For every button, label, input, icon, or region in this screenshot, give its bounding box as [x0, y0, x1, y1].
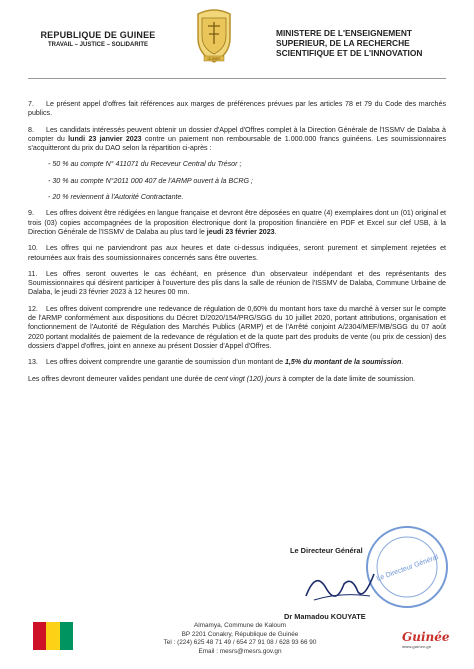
paragraph-text: Le présent appel d'offres fait références aux marges de préférences prévues par les articles 78 et 79 du Code des marchés publics. — [28, 100, 446, 118]
paragraph-number: 10. — [28, 244, 38, 253]
republic-title: REPUBLIQUE DE GUINEE — [40, 30, 156, 40]
paragraph-text: Les offres doivent comprendre une redevance de régulation de 0,60% du montant hors taxe du marché à verser sur le compte de l'ARMP conformément aux dispositions du Décret D/2020/154/PRG/SGG du 10 juillet 2020, portant attributions, organisation et fonctionnement de l'Autorité de Régulation des Marchés Publics (ARMP) et de l'Arrêté conjoint A/2304/MEF/MB/SGG du 07 août 2020 portant modalités de paiement de la redevance de régulation et de la quote part des produits de vente (ou prix de cession) des dossiers d'appel d'offres, joint en annexe au présent Dossier d'Appel d'Offres. — [28, 304, 446, 350]
guinee-logo — [402, 630, 450, 649]
coat-of-arms-icon — [190, 4, 238, 68]
paragraph-number: 9. — [28, 209, 34, 218]
footer-line: Tel : (224) 625 48 71 49 / 654 27 91 08 / 628 93 66 90 — [163, 639, 317, 647]
logo-subtext: www.guinee.gn — [402, 644, 432, 649]
paragraph-11 — [28, 270, 446, 298]
handwritten-signature-icon — [300, 566, 380, 606]
signatory-title: Le Directeur Général — [290, 546, 363, 555]
paragraph-7 — [28, 100, 446, 119]
paragraph-text: Les offres qui ne parviendront pas aux heures et date ci-dessus indiquées, seront purement et simplement rejetées et retournées aux frais des soumissionnaires concernés sans être ouvertes. — [28, 244, 446, 262]
document-body — [28, 100, 446, 391]
paragraph-bold: lundi 23 janvier 2023 — [68, 134, 142, 143]
paragraph-number: 8. — [28, 125, 34, 134]
seal-text: GUINEE — [207, 57, 221, 62]
paragraph-number: 12. — [28, 304, 38, 313]
paragraph-number: 7. — [28, 100, 34, 108]
footer-address — [150, 622, 330, 656]
paragraph-text: contre un paiement non remboursable de 1.000.000 francs guinéens. Les soumissionnaires s'acquitteront du prix du DAO selon la répartition ci-après : — [28, 134, 446, 153]
ministry-line-1: MINISTERE DE L'ENSEIGNEMENT — [276, 28, 413, 38]
paragraph-14 — [28, 375, 446, 384]
list-item-text: 50 % au compte N° 411071 du Receveur Central du Trésor ; — [52, 160, 242, 169]
list-item: - 30 % au compte N°2011 000 407 de l'ARMP ouvert à la BCRG ; — [48, 176, 253, 185]
paragraph-number: 11. — [28, 269, 38, 278]
ministry-block — [276, 28, 456, 58]
stamp-text: Le Directeur Général — [375, 554, 440, 583]
paragraph-text: Les offres doivent comprendre une garantie de soumission d'un montant de — [46, 358, 286, 367]
guinea-flag-icon — [33, 622, 73, 650]
paragraph-number: 13. — [28, 358, 38, 367]
paragraph-text: Les candidats intéressés peuvent obtenir un dossier d'Appel d'Offres complet à la Direction Générale de l'ISSMV de Dalaba à compter du — [28, 125, 446, 143]
paragraph-13 — [28, 358, 446, 367]
paragraph-text: à compter de la date limite de soumission. — [280, 374, 416, 383]
paragraph-10 — [28, 244, 446, 263]
list-item-text: 30 % au compte N°2011 000 407 de l'ARMP ouvert à la BCRG ; — [52, 176, 253, 185]
footer-line: Almamya, Commune de Kaloum — [194, 622, 286, 629]
ministry-line-2: SUPERIEUR, DE LA RECHERCHE — [276, 38, 410, 48]
paragraph-text: Les offres devront demeurer valides pendant une durée de — [28, 374, 215, 383]
paragraph-text: . — [274, 227, 277, 236]
list-item: - 20 % reviennent à l'Autorité Contractante. — [48, 193, 184, 202]
list-item: - 50 % au compte N° 411071 du Receveur Central du Trésor ; — [48, 160, 242, 169]
list-item-text: 20 % reviennent à l'Autorité Contractante. — [52, 193, 184, 202]
logo-text: Guinée — [402, 630, 450, 644]
paragraph-bold: 1,5% du montant de la soumission — [285, 358, 402, 367]
paragraph-9 — [28, 209, 446, 237]
header-divider — [28, 78, 446, 79]
footer-line: BP 2201 Conakry, République de Guinée — [181, 630, 299, 638]
letterhead — [0, 0, 474, 76]
footer-line: Email : mesrs@mesrs.gov.gn — [198, 647, 282, 655]
paragraph-text: Les offres seront ouvertes le cas échéant, en présence d'un observateur indépendant et des représentants des Soumissionnaires qui désirent participer à l'ouverture des plis dans la salle de réunion de l'ISSMV de Dalaba, Commune Urbaine de Dalaba, le jeudi 23 février 2023 à 12 heures 00 mn. — [28, 269, 446, 297]
republic-motto: TRAVAIL – JUSTICE – SOLIDARITE — [47, 42, 148, 48]
ministry-line-3: SCIENTIFIQUE ET DE L'INNOVATION — [276, 48, 423, 58]
paragraph-bold: jeudi 23 février 2023 — [206, 227, 275, 236]
paragraph-8 — [28, 126, 446, 154]
republic-block — [28, 30, 168, 48]
paragraph-italic: cent vingt (120) jours — [214, 374, 281, 383]
paragraph-text: Les offres doivent être rédigées en langue française et devront être déposées en quatre (4) exemplaires dont un (01) original et trois (03) copies accompagnées de la proposition électronique dont la proposition financière en PDF et Excel sur clef USB, à la Direction Générale de l'ISSMV de Dalaba au plus tard le — [28, 209, 446, 236]
signatory-name: Dr Mamadou KOUYATE — [284, 612, 366, 621]
paragraph-12 — [28, 305, 446, 351]
paragraph-text: . — [401, 358, 404, 367]
